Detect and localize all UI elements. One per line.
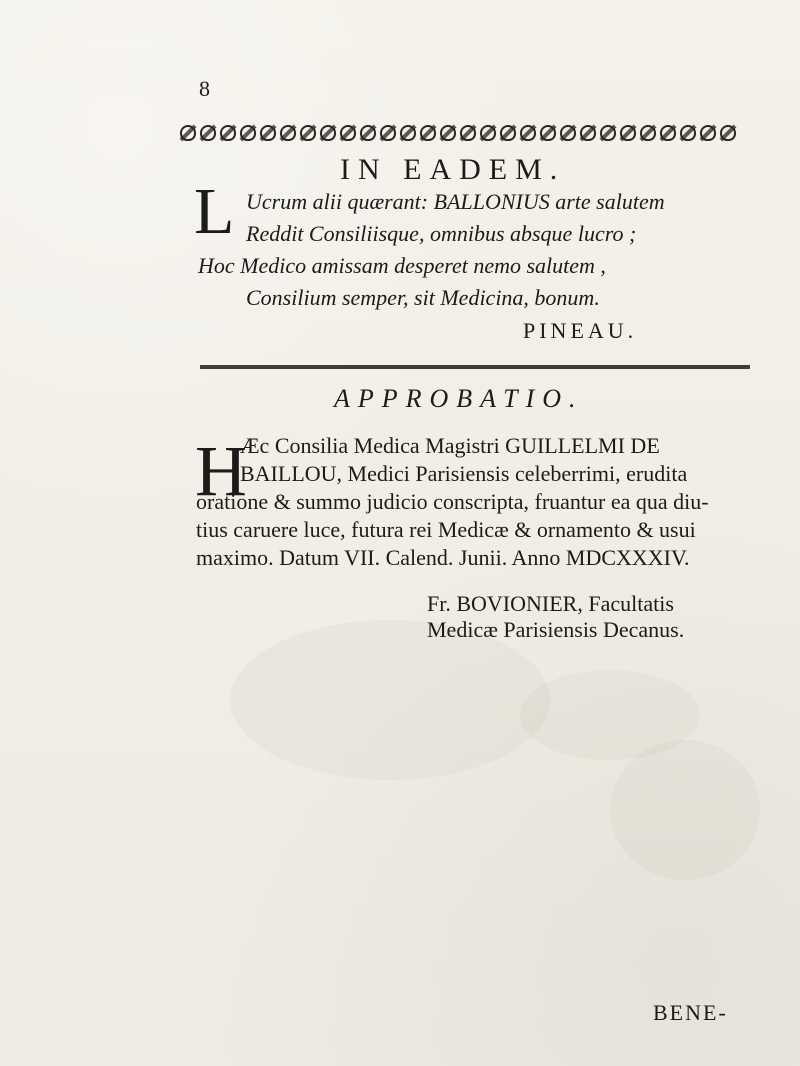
ornament-icon [298,122,318,146]
ornament-icon [478,122,498,146]
poem-block [198,186,738,314]
approbatio-line-2: BAILLOU, Medici Parisiensis celeberrimi, erudita [240,461,688,486]
ornament-icon [498,122,518,146]
paper-stain [230,620,550,780]
ornament-band [178,120,738,148]
ornament-icon [238,122,258,146]
ornament-icon [578,122,598,146]
section-heading: IN EADEM. [340,153,566,186]
ornament-icon [698,122,718,146]
approbatio-line-3: oratione & summo judicio conscripta, fruantur ea qua diu- [196,489,709,514]
ornament-icon [178,122,198,146]
ornament-icon [718,122,738,146]
ornament-icon [318,122,338,146]
poem-line-1: Ucrum alii quærant: BALLONIUS arte salutem [246,189,665,214]
signer-line-1: Fr. BOVIONIER, Facultatis [427,591,674,616]
dropcap-l: L [194,175,235,248]
approbatio-text [196,432,756,572]
ornament-icon [398,122,418,146]
approbatio-line-5: maximo. Datum VII. Calend. Junii. Anno MDCXXXIV. [196,545,690,570]
approbatio-line-1: Æc Consilia Medica Magistri GUILLELMI DE [240,433,660,458]
ornament-icon [558,122,578,146]
ornament-icon [438,122,458,146]
poem-line-3: Hoc Medico amissam desperet nemo salutem , [198,253,606,278]
horizontal-rule [200,365,750,369]
dropcap-h: H [195,431,247,511]
catchword: BENE- [653,1000,728,1025]
ornament-icon [518,122,538,146]
ornament-icon [458,122,478,146]
ornament-icon [618,122,638,146]
poem-line-2: Reddit Consiliisque, omnibus absque lucro ; [246,221,637,246]
ornament-icon [378,122,398,146]
ornament-icon [598,122,618,146]
ornament-icon [218,122,238,146]
approbatio-signer [427,591,684,643]
ornament-icon [198,122,218,146]
ornament-icon [638,122,658,146]
ornament-icon [658,122,678,146]
ornament-icon [278,122,298,146]
ornament-icon [258,122,278,146]
approbatio-line-4: tius caruere luce, futura rei Medicæ & ornamento & usui [196,517,696,542]
ornament-icon [338,122,358,146]
approbatio-title: APPROBATIO. [334,384,584,413]
signer-line-2: Medicæ Parisiensis Decanus. [427,617,685,642]
page-number: 8 [199,76,210,101]
poem-signature: PINEAU. [523,318,638,343]
paper-stain [520,670,700,760]
ornament-icon [358,122,378,146]
ornament-icon [418,122,438,146]
ornament-icon [678,122,698,146]
ornament-icon [538,122,558,146]
poem-line-4: Consilium semper, sit Medicina, bonum. [246,285,600,310]
paper-stain [610,740,760,880]
